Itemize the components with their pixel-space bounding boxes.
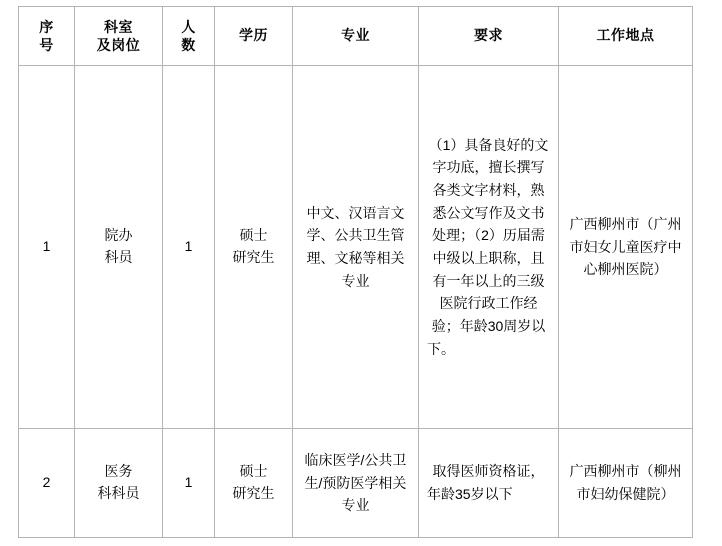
cell-education-line1: 硕士 [239,463,268,480]
cell-location: 广西柳州市（柳州市妇幼保健院） [559,429,693,538]
column-header-requirement: 要求 [419,7,559,66]
column-header-department-line1: 科室 [104,18,133,35]
cell-major: 临床医学/公共卫生/预防医学相关专业 [293,429,419,538]
table-header-row [19,7,693,66]
cell-department [75,66,163,429]
cell-major: 中文、汉语言文学、公共卫生管理、文秘等相关专业 [293,66,419,429]
cell-department-line2: 科科员 [97,485,140,501]
cell-location: 广西柳州市（广州市妇女儿童医疗中心柳州医院） [559,66,693,429]
cell-count: 1 [163,66,215,429]
cell-requirement: 取得医师资格证，年龄35岁以下 [419,429,559,538]
cell-count: 1 [163,429,215,538]
cell-department-line2: 科员 [104,249,133,265]
column-header-no [19,7,75,66]
cell-education-line2: 研究生 [232,485,275,501]
cell-education [215,66,293,429]
column-header-department-line2: 及岗位 [96,37,141,53]
column-header-location: 工作地点 [559,7,693,66]
column-header-count [163,7,215,66]
column-header-no-line2: 号 [39,37,54,53]
table-body [19,66,693,538]
column-header-education: 学历 [215,7,293,66]
cell-education [215,429,293,538]
column-header-count-line2: 数 [181,37,196,53]
column-header-department [75,7,163,66]
table-row [19,66,693,429]
column-header-count-line1: 人 [181,18,196,35]
cell-no: 2 [19,429,75,538]
table-row [19,429,693,538]
cell-requirement: （1）具备良好的文字功底，擅长撰写各类文字材料，熟悉公文写作及文书处理；（2）历届需中级以上职称，且有一年以上的三级医院行政工作经验；年龄30周岁以下。 [419,66,559,429]
column-header-major: 专业 [293,7,419,66]
cell-education-line2: 研究生 [232,249,275,265]
cell-no: 1 [19,66,75,429]
cell-education-line1: 硕士 [239,227,268,244]
cell-department [75,429,163,538]
column-header-no-line1: 序 [39,18,54,35]
recruitment-table [18,6,693,538]
document-page [0,6,722,546]
table-header [19,7,693,66]
cell-department-line1: 院办 [104,227,133,244]
cell-department-line1: 医务 [104,463,133,480]
